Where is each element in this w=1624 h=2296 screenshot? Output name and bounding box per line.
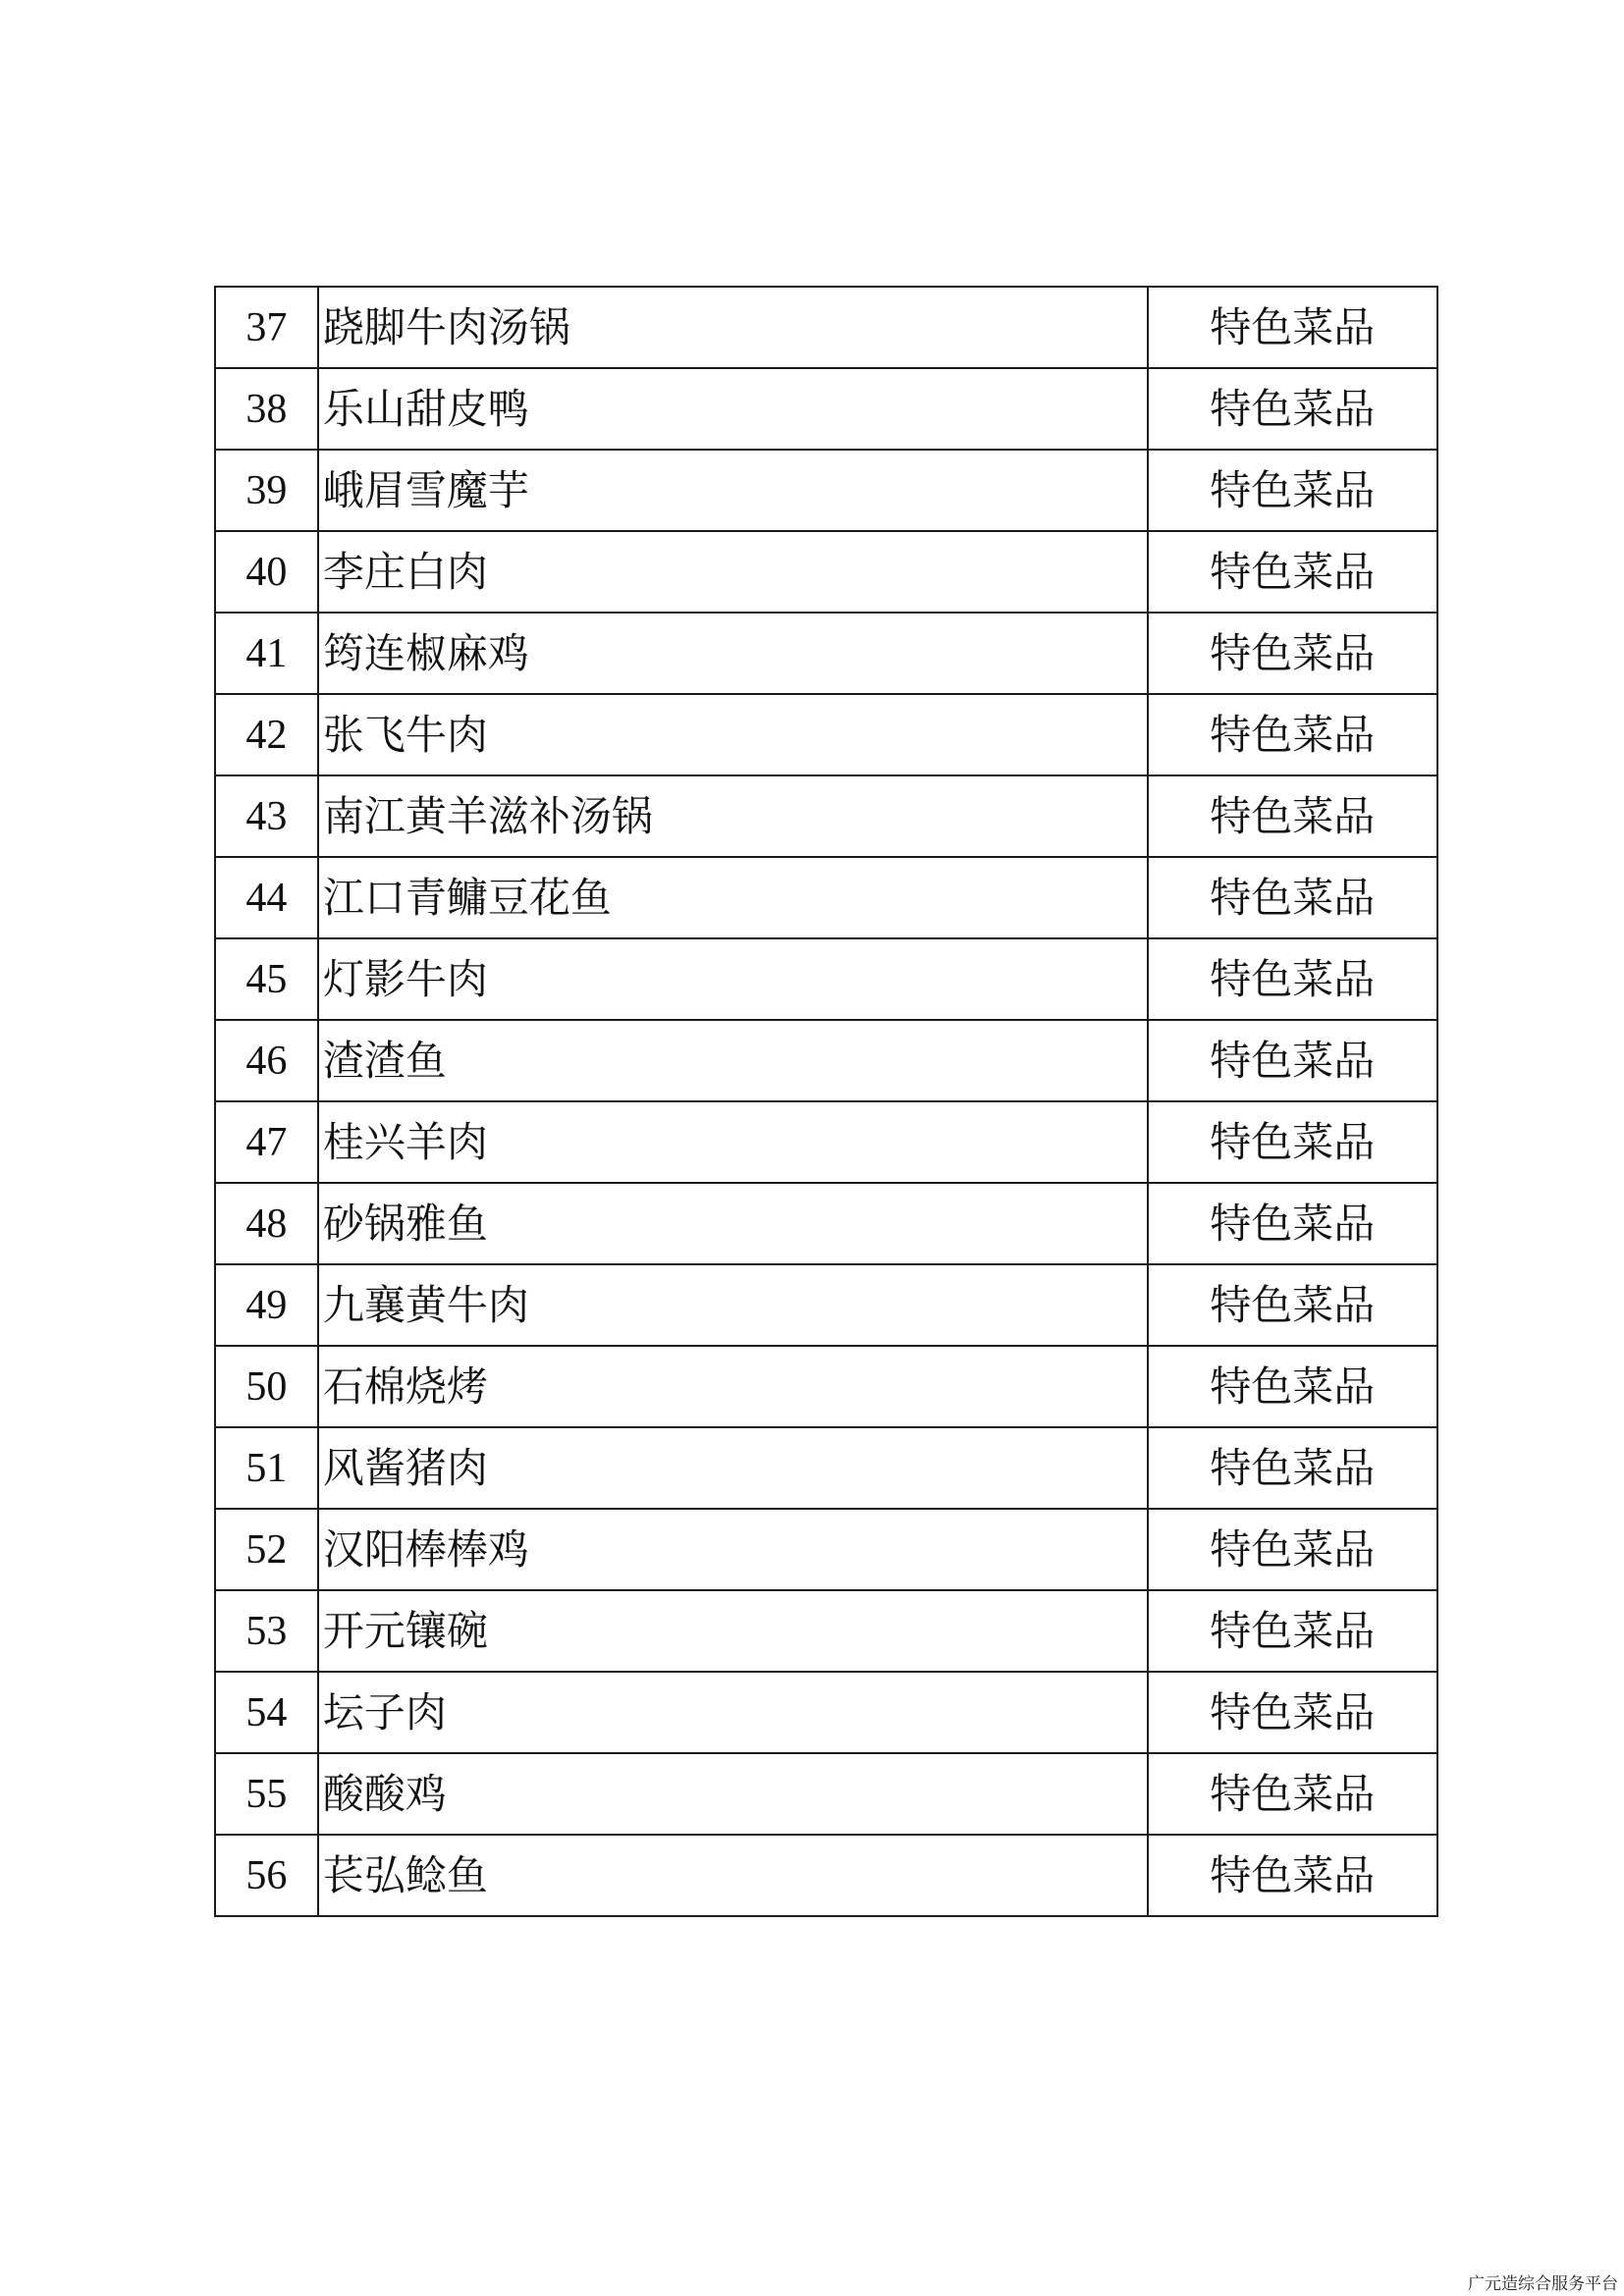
dish-list-table (214, 286, 1438, 1917)
dish-category: 特色菜品 (1148, 368, 1437, 450)
dish-name: 开元镶碗 (318, 1590, 1148, 1672)
row-number: 40 (215, 531, 318, 613)
dish-name: 渣渣鱼 (318, 1020, 1148, 1101)
table-row (215, 938, 1437, 1020)
table-row (215, 1672, 1437, 1753)
dish-name: 跷脚牛肉汤锅 (318, 287, 1148, 368)
dish-category: 特色菜品 (1148, 938, 1437, 1020)
row-number: 44 (215, 857, 318, 938)
footer-watermark: 广元造综合服务平台 (1468, 2274, 1618, 2294)
dish-category: 特色菜品 (1148, 857, 1437, 938)
dish-category: 特色菜品 (1148, 1835, 1437, 1916)
table-row (215, 450, 1437, 531)
dish-name: 坛子肉 (318, 1672, 1148, 1753)
table-row (215, 857, 1437, 938)
dish-category: 特色菜品 (1148, 1509, 1437, 1590)
table-row (215, 1264, 1437, 1346)
dish-name: 风酱猪肉 (318, 1427, 1148, 1509)
table-row (215, 287, 1437, 368)
dish-category: 特色菜品 (1148, 1753, 1437, 1835)
dish-name: 酸酸鸡 (318, 1753, 1148, 1835)
row-number: 50 (215, 1346, 318, 1427)
table-row (215, 1753, 1437, 1835)
dish-category: 特色菜品 (1148, 694, 1437, 775)
dish-name: 乐山甜皮鸭 (318, 368, 1148, 450)
dish-name: 砂锅雅鱼 (318, 1183, 1148, 1264)
dish-name: 汉阳棒棒鸡 (318, 1509, 1148, 1590)
row-number: 53 (215, 1590, 318, 1672)
row-number: 43 (215, 775, 318, 857)
table-row (215, 368, 1437, 450)
dish-name: 南江黄羊滋补汤锅 (318, 775, 1148, 857)
table-row (215, 1101, 1437, 1183)
dish-category: 特色菜品 (1148, 1020, 1437, 1101)
dish-name: 江口青鳙豆花鱼 (318, 857, 1148, 938)
table-row (215, 1509, 1437, 1590)
dish-category: 特色菜品 (1148, 1590, 1437, 1672)
dish-category: 特色菜品 (1148, 1101, 1437, 1183)
dish-category: 特色菜品 (1148, 1427, 1437, 1509)
dish-name: 苌弘鲶鱼 (318, 1835, 1148, 1916)
table-row (215, 1346, 1437, 1427)
row-number: 42 (215, 694, 318, 775)
dish-category: 特色菜品 (1148, 775, 1437, 857)
row-number: 45 (215, 938, 318, 1020)
table-row (215, 1427, 1437, 1509)
row-number: 48 (215, 1183, 318, 1264)
dish-category: 特色菜品 (1148, 1183, 1437, 1264)
dish-category: 特色菜品 (1148, 1264, 1437, 1346)
dish-category: 特色菜品 (1148, 1346, 1437, 1427)
row-number: 47 (215, 1101, 318, 1183)
dish-name: 九襄黄牛肉 (318, 1264, 1148, 1346)
row-number: 56 (215, 1835, 318, 1916)
table-row (215, 1020, 1437, 1101)
dish-list-body (215, 287, 1437, 1916)
dish-category: 特色菜品 (1148, 450, 1437, 531)
row-number: 39 (215, 450, 318, 531)
dish-name: 桂兴羊肉 (318, 1101, 1148, 1183)
row-number: 51 (215, 1427, 318, 1509)
dish-category: 特色菜品 (1148, 613, 1437, 694)
table-row (215, 1183, 1437, 1264)
dish-name: 张飞牛肉 (318, 694, 1148, 775)
table-row (215, 1835, 1437, 1916)
dish-category: 特色菜品 (1148, 287, 1437, 368)
dish-name: 李庄白肉 (318, 531, 1148, 613)
dish-name: 峨眉雪魔芋 (318, 450, 1148, 531)
table-row (215, 613, 1437, 694)
row-number: 52 (215, 1509, 318, 1590)
table-row (215, 531, 1437, 613)
row-number: 38 (215, 368, 318, 450)
dish-category: 特色菜品 (1148, 531, 1437, 613)
dish-name: 筠连椒麻鸡 (318, 613, 1148, 694)
table-row (215, 1590, 1437, 1672)
row-number: 49 (215, 1264, 318, 1346)
table-row (215, 694, 1437, 775)
row-number: 41 (215, 613, 318, 694)
row-number: 37 (215, 287, 318, 368)
row-number: 55 (215, 1753, 318, 1835)
row-number: 54 (215, 1672, 318, 1753)
dish-name: 灯影牛肉 (318, 938, 1148, 1020)
row-number: 46 (215, 1020, 318, 1101)
dish-name: 石棉烧烤 (318, 1346, 1148, 1427)
table-row (215, 775, 1437, 857)
dish-category: 特色菜品 (1148, 1672, 1437, 1753)
